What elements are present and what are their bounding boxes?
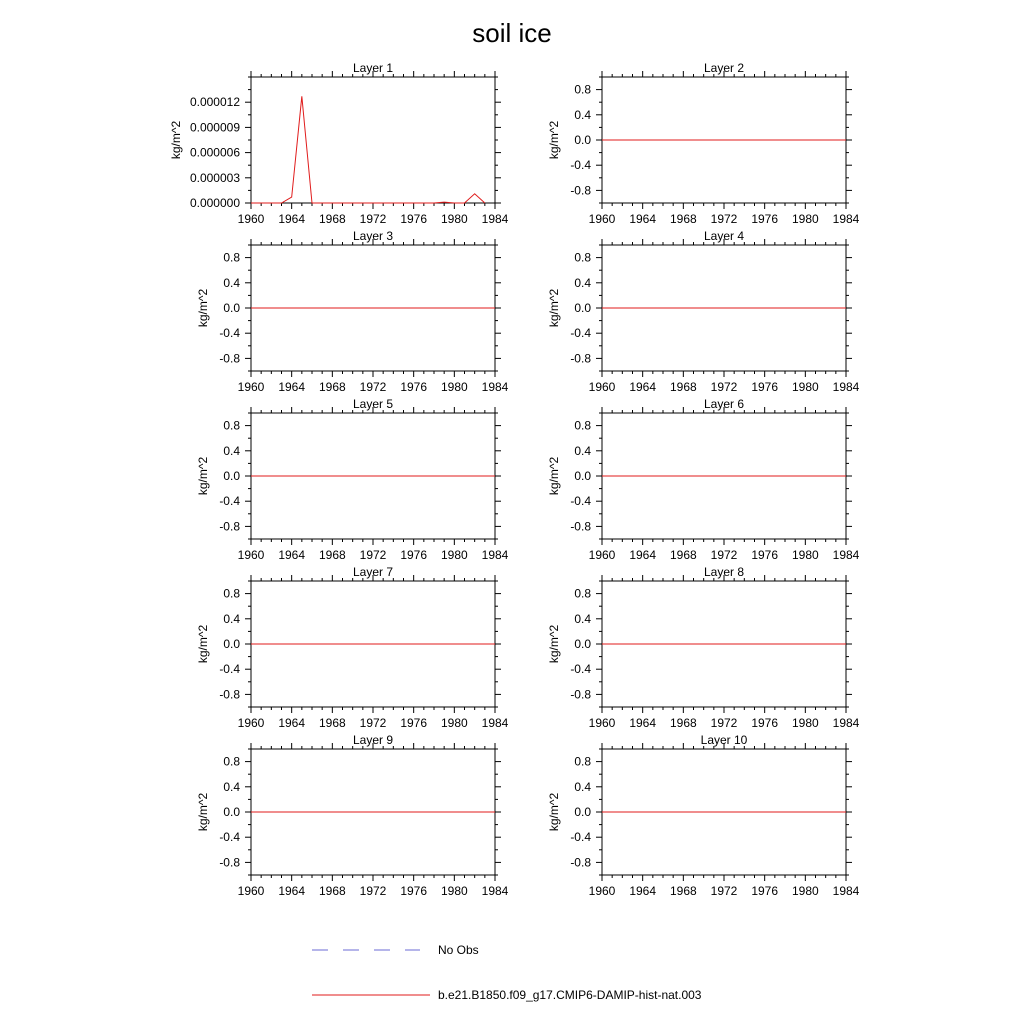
panel-title: Layer 1 xyxy=(352,61,394,75)
y-tick-label: 0.4 xyxy=(574,779,591,794)
y-tick-label: 0.4 xyxy=(574,107,591,122)
panel-layer-5 xyxy=(196,397,509,562)
x-tick-label: 1980 xyxy=(440,716,468,730)
y-tick-label: 0.8 xyxy=(223,586,240,601)
panel-title: Layer 10 xyxy=(700,733,748,747)
x-tick-label: 1984 xyxy=(832,380,860,394)
x-tick-label: 1960 xyxy=(237,212,265,226)
x-tick-label: 1968 xyxy=(318,716,346,730)
y-tick-label: -0.4 xyxy=(570,326,591,341)
y-tick-label: -0.4 xyxy=(219,494,240,509)
y-tick-label: 0.000012 xyxy=(189,95,240,110)
x-tick-label: 1964 xyxy=(629,716,657,730)
x-tick-label: 1968 xyxy=(318,380,346,394)
x-tick-label: 1960 xyxy=(588,548,616,562)
x-tick-label: 1960 xyxy=(237,380,265,394)
x-tick-label: 1976 xyxy=(400,548,428,562)
legend-label-no-obs: No Obs xyxy=(438,943,479,957)
x-tick-label: 1968 xyxy=(318,548,346,562)
y-tick-label: -0.4 xyxy=(570,494,591,509)
y-tick-label: 0.8 xyxy=(223,418,240,433)
y-tick-label: -0.8 xyxy=(570,855,591,870)
x-tick-label: 1968 xyxy=(318,884,346,898)
y-tick-label: 0.0 xyxy=(223,637,240,651)
x-tick-label: 1980 xyxy=(791,212,819,226)
y-tick-label: 0.000003 xyxy=(189,170,240,185)
x-tick-label: 1964 xyxy=(629,548,657,562)
y-tick-label: -0.8 xyxy=(219,855,240,870)
y-tick-label: -0.4 xyxy=(219,326,240,341)
y-tick-label: 0.4 xyxy=(223,611,240,626)
x-tick-label: 1984 xyxy=(481,548,509,562)
x-tick-label: 1972 xyxy=(710,212,738,226)
x-tick-label: 1960 xyxy=(588,884,616,898)
y-tick-label: 0.8 xyxy=(574,586,591,601)
x-tick-label: 1984 xyxy=(832,884,860,898)
panel-layer-1 xyxy=(169,61,509,226)
x-tick-label: 1980 xyxy=(440,380,468,394)
panel-layer-7 xyxy=(196,565,509,730)
y-tick-label: 0.8 xyxy=(574,250,591,265)
y-axis-label: kg/m^2 xyxy=(196,456,210,496)
panel-title: Layer 5 xyxy=(352,397,394,411)
x-tick-label: 1984 xyxy=(481,380,509,394)
y-tick-label: 0.0 xyxy=(223,301,240,315)
x-tick-label: 1980 xyxy=(791,380,819,394)
y-tick-label: 0.8 xyxy=(223,754,240,769)
x-tick-label: 1968 xyxy=(669,548,697,562)
x-tick-label: 1984 xyxy=(481,884,509,898)
y-tick-label: -0.4 xyxy=(219,662,240,677)
panel-layer-8 xyxy=(547,565,860,730)
x-tick-label: 1972 xyxy=(359,548,387,562)
y-axis-label: kg/m^2 xyxy=(196,288,210,328)
y-axis-label: kg/m^2 xyxy=(547,288,561,328)
x-tick-label: 1968 xyxy=(318,212,346,226)
x-tick-label: 1964 xyxy=(278,212,306,226)
panel-layer-6 xyxy=(547,397,860,562)
x-tick-label: 1984 xyxy=(481,212,509,226)
x-tick-label: 1960 xyxy=(588,212,616,226)
x-tick-label: 1980 xyxy=(440,884,468,898)
panel-title: Layer 2 xyxy=(703,61,745,75)
y-tick-label: -0.8 xyxy=(570,687,591,702)
y-axis-label: kg/m^2 xyxy=(547,624,561,664)
x-tick-label: 1972 xyxy=(710,548,738,562)
y-axis-label: kg/m^2 xyxy=(196,792,210,832)
x-tick-label: 1984 xyxy=(832,212,860,226)
x-tick-label: 1976 xyxy=(400,716,428,730)
y-tick-label: 0.0 xyxy=(574,637,591,651)
legend xyxy=(312,943,702,1002)
y-tick-label: 0.4 xyxy=(223,275,240,290)
y-tick-label: -0.8 xyxy=(570,351,591,366)
panel-title: Layer 8 xyxy=(703,565,745,579)
y-tick-label: -0.8 xyxy=(219,687,240,702)
x-tick-label: 1972 xyxy=(359,212,387,226)
y-tick-label: 0.8 xyxy=(574,418,591,433)
x-tick-label: 1984 xyxy=(832,548,860,562)
y-axis-label: kg/m^2 xyxy=(547,792,561,832)
x-tick-label: 1972 xyxy=(710,716,738,730)
y-tick-label: -0.8 xyxy=(219,519,240,534)
y-axis-label: kg/m^2 xyxy=(169,120,183,160)
y-tick-label: 0.0 xyxy=(223,469,240,483)
panel-layer-3 xyxy=(196,229,509,394)
x-tick-label: 1972 xyxy=(710,380,738,394)
y-tick-label: 0.000006 xyxy=(189,145,240,160)
y-tick-label: 0.000000 xyxy=(189,196,240,210)
figure-title: soil ice xyxy=(472,18,552,48)
series-line xyxy=(251,96,485,203)
x-tick-label: 1976 xyxy=(751,548,779,562)
x-tick-label: 1964 xyxy=(629,212,657,226)
y-axis-label: kg/m^2 xyxy=(547,456,561,496)
x-tick-label: 1960 xyxy=(237,548,265,562)
y-tick-label: -0.8 xyxy=(570,519,591,534)
panel-layer-10 xyxy=(547,733,860,898)
x-tick-label: 1968 xyxy=(669,884,697,898)
x-tick-label: 1960 xyxy=(588,716,616,730)
panel-layer-2 xyxy=(547,61,860,226)
panel-title: Layer 3 xyxy=(352,229,394,243)
x-tick-label: 1976 xyxy=(751,212,779,226)
y-tick-label: 0.0 xyxy=(574,133,591,147)
x-tick-label: 1968 xyxy=(669,212,697,226)
x-tick-label: 1980 xyxy=(791,716,819,730)
x-tick-label: 1976 xyxy=(751,716,779,730)
y-tick-label: 0.4 xyxy=(223,779,240,794)
y-tick-label: -0.4 xyxy=(570,158,591,173)
y-tick-label: 0.4 xyxy=(574,443,591,458)
x-tick-label: 1984 xyxy=(832,716,860,730)
x-tick-label: 1972 xyxy=(359,716,387,730)
y-tick-label: 0.8 xyxy=(574,82,591,97)
y-tick-label: 0.0 xyxy=(223,805,240,819)
x-tick-label: 1964 xyxy=(629,380,657,394)
legend-label-model: b.e21.B1850.f09_g17.CMIP6-DAMIP-hist-nat.003 xyxy=(438,988,702,1002)
y-tick-label: -0.4 xyxy=(219,830,240,845)
panel-layer-9 xyxy=(196,733,509,898)
y-tick-label: -0.4 xyxy=(570,830,591,845)
x-tick-label: 1976 xyxy=(751,884,779,898)
y-tick-label: -0.8 xyxy=(219,351,240,366)
x-tick-label: 1976 xyxy=(400,884,428,898)
x-tick-label: 1964 xyxy=(278,380,306,394)
x-tick-label: 1972 xyxy=(359,380,387,394)
x-tick-label: 1968 xyxy=(669,716,697,730)
x-tick-label: 1964 xyxy=(629,884,657,898)
y-tick-label: 0.4 xyxy=(223,443,240,458)
y-tick-label: 0.8 xyxy=(223,250,240,265)
x-tick-label: 1960 xyxy=(237,884,265,898)
panels xyxy=(169,61,860,898)
y-axis-label: kg/m^2 xyxy=(547,120,561,160)
panel-title: Layer 9 xyxy=(352,733,394,747)
plot-frame xyxy=(251,77,495,203)
y-tick-label: 0.4 xyxy=(574,275,591,290)
y-tick-label: -0.8 xyxy=(570,183,591,198)
y-tick-label: 0.000009 xyxy=(189,120,240,135)
x-tick-label: 1980 xyxy=(791,884,819,898)
y-tick-label: -0.4 xyxy=(570,662,591,677)
x-tick-label: 1980 xyxy=(440,548,468,562)
x-tick-label: 1980 xyxy=(440,212,468,226)
y-tick-label: 0.4 xyxy=(574,611,591,626)
x-tick-label: 1972 xyxy=(710,884,738,898)
x-tick-label: 1968 xyxy=(669,380,697,394)
x-tick-label: 1964 xyxy=(278,716,306,730)
y-axis-label: kg/m^2 xyxy=(196,624,210,664)
x-tick-label: 1964 xyxy=(278,548,306,562)
y-tick-label: 0.0 xyxy=(574,469,591,483)
x-tick-label: 1972 xyxy=(359,884,387,898)
x-tick-label: 1980 xyxy=(791,548,819,562)
x-tick-label: 1976 xyxy=(400,380,428,394)
y-tick-label: 0.0 xyxy=(574,805,591,819)
y-tick-label: 0.0 xyxy=(574,301,591,315)
x-tick-label: 1976 xyxy=(751,380,779,394)
x-tick-label: 1964 xyxy=(278,884,306,898)
panel-layer-4 xyxy=(547,229,860,394)
x-tick-label: 1984 xyxy=(481,716,509,730)
panel-title: Layer 4 xyxy=(703,229,745,243)
x-tick-label: 1960 xyxy=(237,716,265,730)
panel-title: Layer 6 xyxy=(703,397,745,411)
x-tick-label: 1976 xyxy=(400,212,428,226)
y-tick-label: 0.8 xyxy=(574,754,591,769)
panel-title: Layer 7 xyxy=(352,565,394,579)
x-tick-label: 1960 xyxy=(588,380,616,394)
